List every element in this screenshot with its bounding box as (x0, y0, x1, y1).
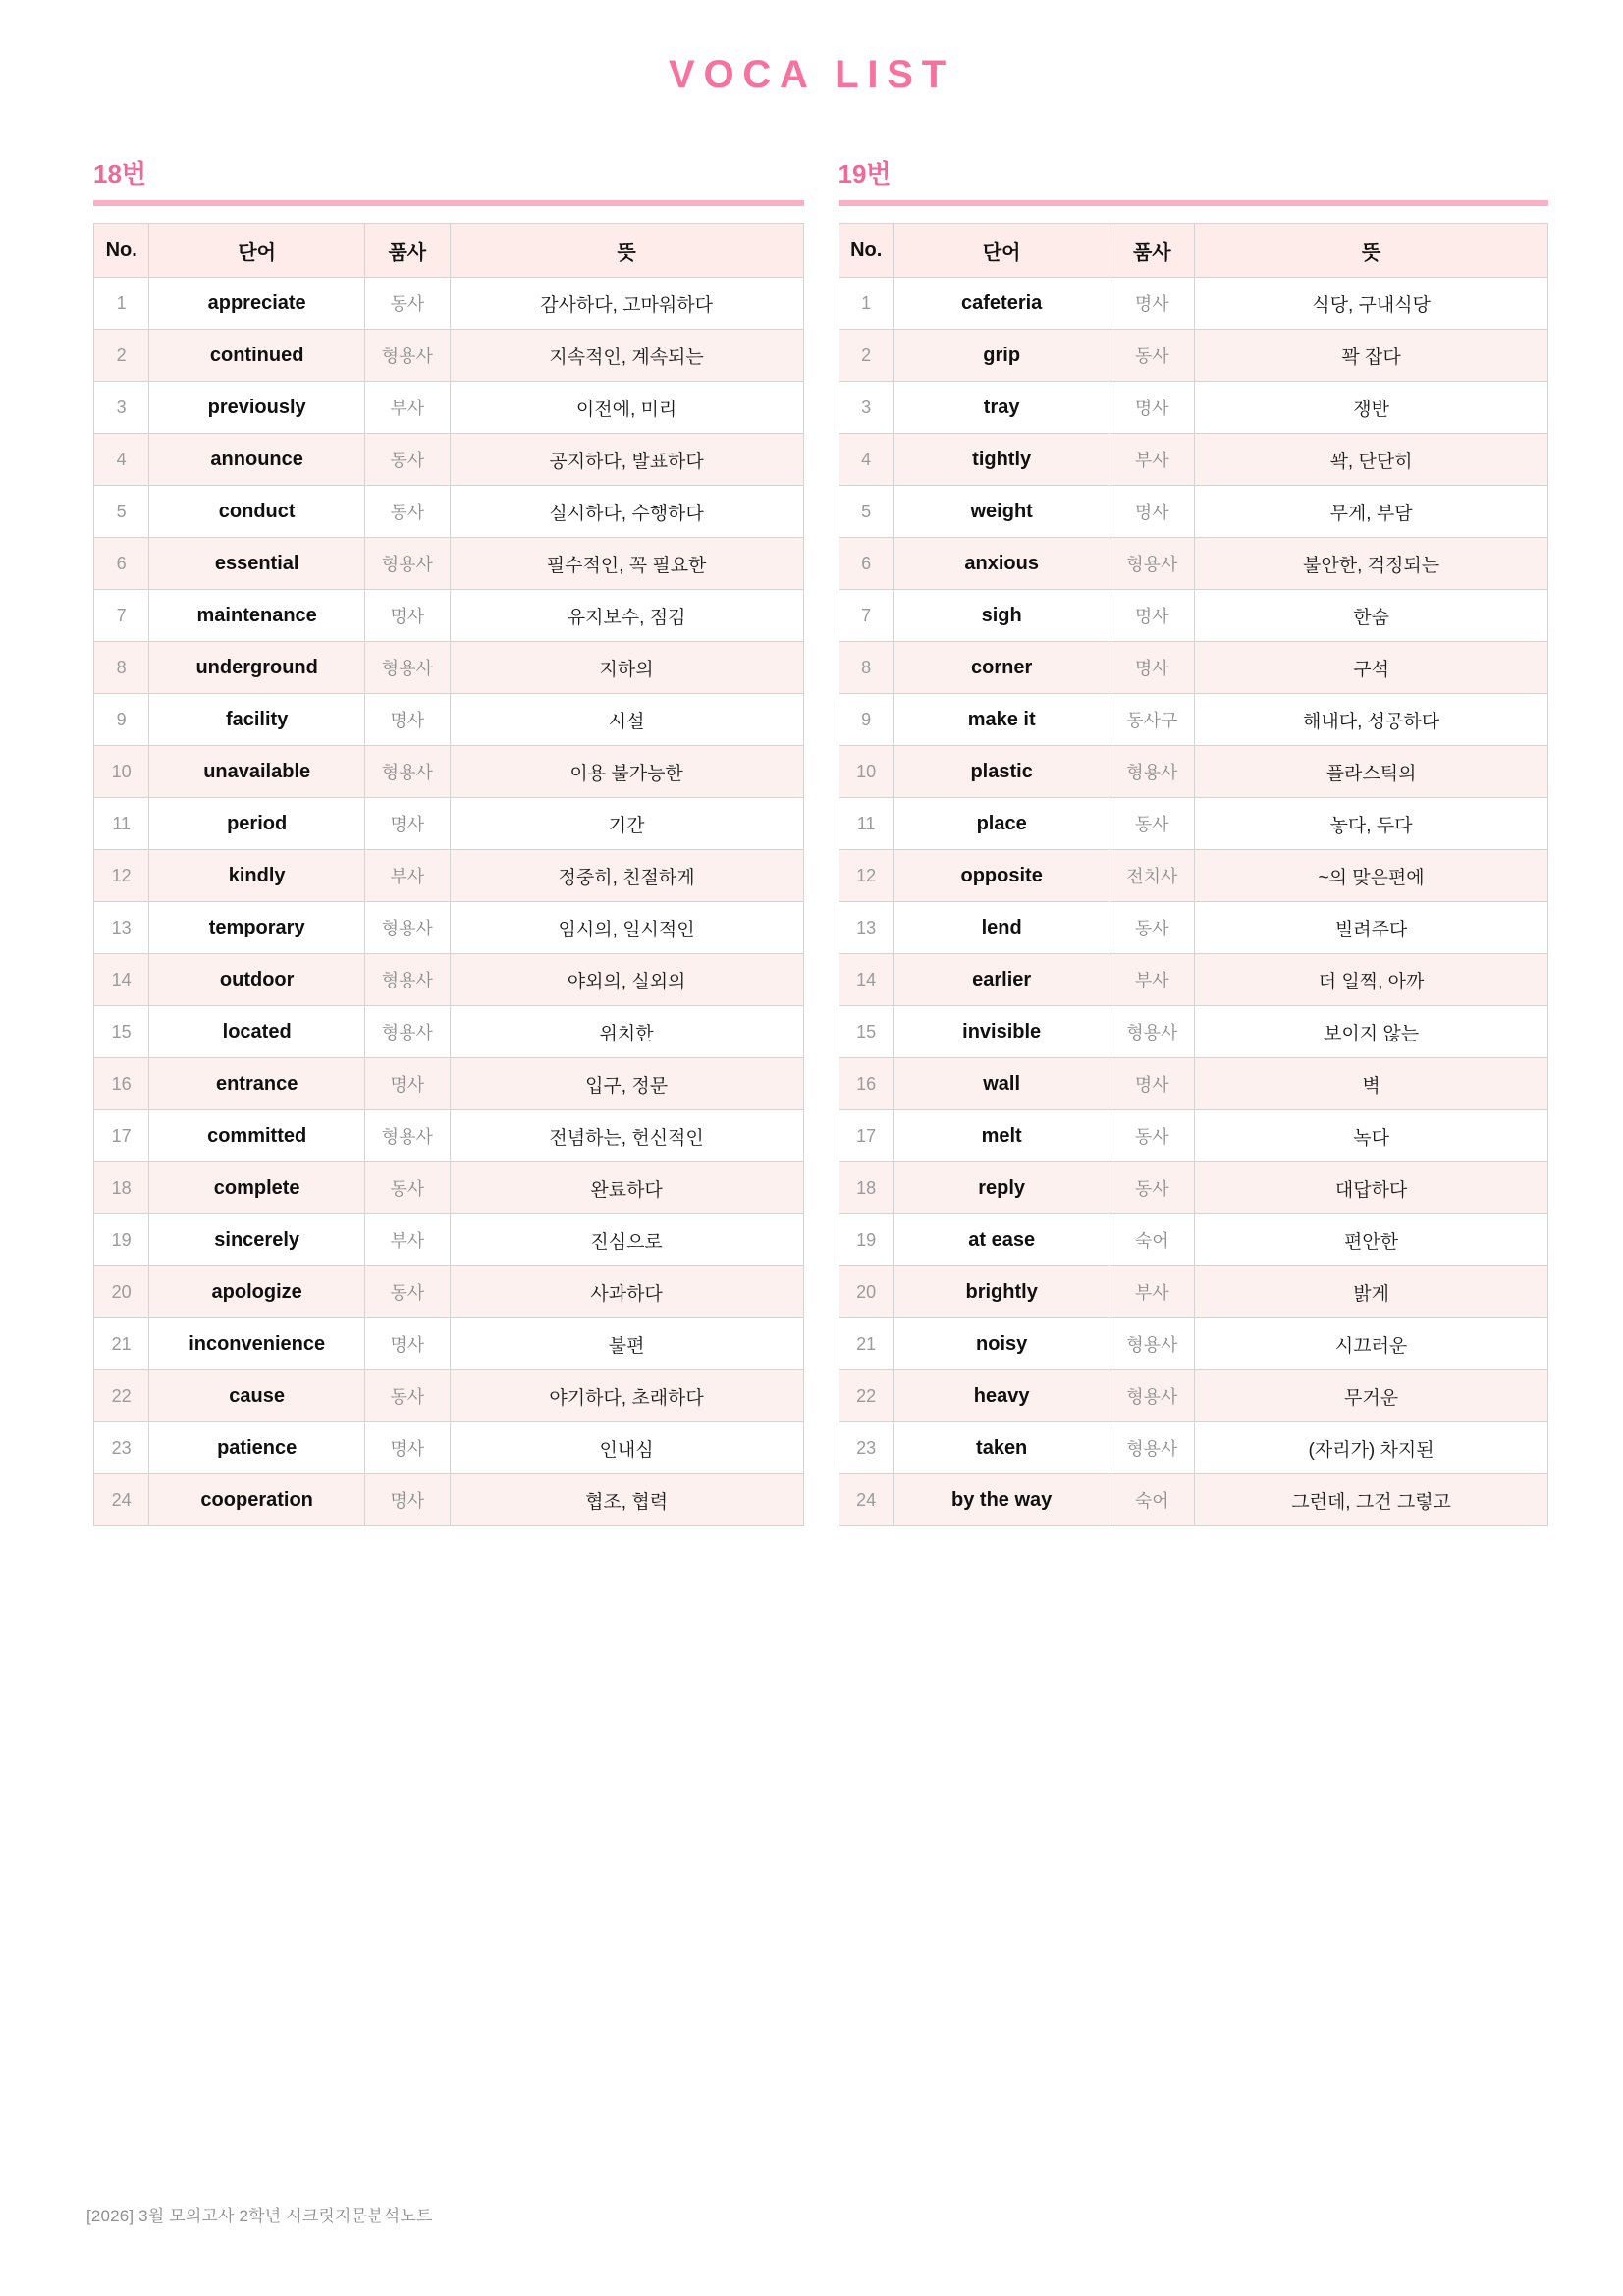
row-number-cell: 9 (94, 694, 149, 746)
meaning-cell: 야기하다, 초래하다 (450, 1370, 803, 1422)
row-number-cell: 19 (839, 1214, 893, 1266)
row-number-cell: 1 (839, 278, 893, 330)
row-number-cell: 3 (94, 382, 149, 434)
meaning-cell: 편안한 (1195, 1214, 1548, 1266)
row-number-cell: 18 (839, 1162, 893, 1214)
table-row (839, 798, 1548, 850)
row-number-cell: 17 (839, 1110, 893, 1162)
table-header-row (94, 224, 804, 278)
meaning-cell: 협조, 협력 (450, 1474, 803, 1526)
pos-cell: 동사 (364, 434, 450, 486)
table-row (839, 1006, 1548, 1058)
row-number-cell: 24 (839, 1474, 893, 1526)
word-cell: plastic (893, 746, 1109, 798)
table-row (839, 1162, 1548, 1214)
table-row (839, 538, 1548, 590)
word-cell: cooperation (149, 1474, 365, 1526)
row-number-cell: 11 (839, 798, 893, 850)
table-row (839, 850, 1548, 902)
meaning-cell: 구석 (1195, 642, 1548, 694)
pos-cell: 숙어 (1109, 1474, 1195, 1526)
table-row (94, 954, 804, 1006)
section-19 (839, 154, 1549, 1526)
pos-cell: 동사구 (1109, 694, 1195, 746)
meaning-cell: 벽 (1195, 1058, 1548, 1110)
row-number-cell: 5 (94, 486, 149, 538)
table-row (839, 746, 1548, 798)
row-number-cell: 14 (94, 954, 149, 1006)
meaning-cell: 입구, 정문 (450, 1058, 803, 1110)
column-header-word: 단어 (149, 224, 365, 278)
row-number-cell: 21 (94, 1318, 149, 1370)
table-row (839, 954, 1548, 1006)
word-cell: outdoor (149, 954, 365, 1006)
voca-table-18 (93, 223, 804, 1526)
row-number-cell: 19 (94, 1214, 149, 1266)
pos-cell: 형용사 (364, 1110, 450, 1162)
pos-cell: 동사 (364, 486, 450, 538)
row-number-cell: 4 (839, 434, 893, 486)
row-number-cell: 15 (839, 1006, 893, 1058)
pos-cell: 부사 (1109, 954, 1195, 1006)
meaning-cell: 쟁반 (1195, 382, 1548, 434)
word-cell: apologize (149, 1266, 365, 1318)
meaning-cell: 지하의 (450, 642, 803, 694)
word-cell: maintenance (149, 590, 365, 642)
pos-cell: 형용사 (364, 1006, 450, 1058)
pos-cell: 명사 (364, 1422, 450, 1474)
table-row (94, 538, 804, 590)
table-row (839, 382, 1548, 434)
word-cell: anxious (893, 538, 1109, 590)
table-row (839, 278, 1548, 330)
meaning-cell: 식당, 구내식당 (1195, 278, 1548, 330)
table-row (94, 1318, 804, 1370)
row-number-cell: 2 (94, 330, 149, 382)
pos-cell: 명사 (1109, 382, 1195, 434)
pos-cell: 명사 (364, 1474, 450, 1526)
row-number-cell: 11 (94, 798, 149, 850)
row-number-cell: 2 (839, 330, 893, 382)
pos-cell: 명사 (1109, 642, 1195, 694)
section-18-underline (93, 200, 804, 206)
pos-cell: 형용사 (364, 746, 450, 798)
row-number-cell: 20 (94, 1266, 149, 1318)
word-cell: at ease (893, 1214, 1109, 1266)
table-row (839, 694, 1548, 746)
pos-cell: 숙어 (1109, 1214, 1195, 1266)
pos-cell: 동사 (364, 278, 450, 330)
word-cell: conduct (149, 486, 365, 538)
table-row (839, 902, 1548, 954)
row-number-cell: 20 (839, 1266, 893, 1318)
table-row (839, 486, 1548, 538)
word-cell: located (149, 1006, 365, 1058)
table-row (94, 746, 804, 798)
word-cell: invisible (893, 1006, 1109, 1058)
word-cell: inconvenience (149, 1318, 365, 1370)
word-cell: essential (149, 538, 365, 590)
meaning-cell: 무게, 부담 (1195, 486, 1548, 538)
meaning-cell: 필수적인, 꼭 필요한 (450, 538, 803, 590)
table-row (94, 278, 804, 330)
pos-cell: 명사 (364, 1058, 450, 1110)
word-cell: previously (149, 382, 365, 434)
pos-cell: 형용사 (1109, 1318, 1195, 1370)
meaning-cell: 공지하다, 발표하다 (450, 434, 803, 486)
row-number-cell: 13 (94, 902, 149, 954)
table-row (94, 330, 804, 382)
pos-cell: 동사 (364, 1162, 450, 1214)
table-row (94, 1058, 804, 1110)
pos-cell: 형용사 (364, 954, 450, 1006)
meaning-cell: 빌려주다 (1195, 902, 1548, 954)
word-cell: tray (893, 382, 1109, 434)
pos-cell: 형용사 (364, 330, 450, 382)
row-number-cell: 16 (839, 1058, 893, 1110)
pos-cell: 동사 (1109, 902, 1195, 954)
column-header-pos: 품사 (1109, 224, 1195, 278)
row-number-cell: 3 (839, 382, 893, 434)
word-cell: grip (893, 330, 1109, 382)
pos-cell: 전치사 (1109, 850, 1195, 902)
word-cell: patience (149, 1422, 365, 1474)
pos-cell: 명사 (1109, 1058, 1195, 1110)
table-row (94, 1110, 804, 1162)
row-number-cell: 21 (839, 1318, 893, 1370)
table-row (839, 1318, 1548, 1370)
word-cell: cafeteria (893, 278, 1109, 330)
pos-cell: 부사 (364, 850, 450, 902)
table-row (94, 382, 804, 434)
word-cell: reply (893, 1162, 1109, 1214)
meaning-cell: 꽉, 단단히 (1195, 434, 1548, 486)
meaning-cell: 위치한 (450, 1006, 803, 1058)
meaning-cell: 시끄러운 (1195, 1318, 1548, 1370)
column-header-no: No. (94, 224, 149, 278)
meaning-cell: 그런데, 그건 그렇고 (1195, 1474, 1548, 1526)
table-row (94, 902, 804, 954)
meaning-cell: 기간 (450, 798, 803, 850)
row-number-cell: 7 (94, 590, 149, 642)
meaning-cell: 플라스틱의 (1195, 746, 1548, 798)
word-cell: opposite (893, 850, 1109, 902)
word-cell: facility (149, 694, 365, 746)
word-cell: appreciate (149, 278, 365, 330)
column-header-pos: 품사 (364, 224, 450, 278)
meaning-cell: 임시의, 일시적인 (450, 902, 803, 954)
meaning-cell: 이전에, 미리 (450, 382, 803, 434)
table-row (94, 1214, 804, 1266)
row-number-cell: 7 (839, 590, 893, 642)
pos-cell: 동사 (1109, 330, 1195, 382)
pos-cell: 형용사 (1109, 1370, 1195, 1422)
table-row (839, 1422, 1548, 1474)
meaning-cell: 보이지 않는 (1195, 1006, 1548, 1058)
meaning-cell: 시설 (450, 694, 803, 746)
table-row (839, 330, 1548, 382)
pos-cell: 부사 (364, 382, 450, 434)
pos-cell: 형용사 (364, 902, 450, 954)
pos-cell: 동사 (1109, 1110, 1195, 1162)
word-cell: heavy (893, 1370, 1109, 1422)
word-cell: entrance (149, 1058, 365, 1110)
word-cell: sigh (893, 590, 1109, 642)
pos-cell: 형용사 (1109, 746, 1195, 798)
row-number-cell: 6 (94, 538, 149, 590)
table-row (94, 642, 804, 694)
meaning-cell: ~의 맞은편에 (1195, 850, 1548, 902)
word-cell: underground (149, 642, 365, 694)
pos-cell: 부사 (364, 1214, 450, 1266)
row-number-cell: 15 (94, 1006, 149, 1058)
column-header-meaning: 뜻 (1195, 224, 1548, 278)
word-cell: unavailable (149, 746, 365, 798)
row-number-cell: 18 (94, 1162, 149, 1214)
table-row (94, 1162, 804, 1214)
row-number-cell: 12 (839, 850, 893, 902)
word-cell: complete (149, 1162, 365, 1214)
row-number-cell: 12 (94, 850, 149, 902)
meaning-cell: 유지보수, 점검 (450, 590, 803, 642)
pos-cell: 명사 (364, 590, 450, 642)
word-cell: announce (149, 434, 365, 486)
pos-cell: 동사 (364, 1370, 450, 1422)
table-row (94, 434, 804, 486)
section-18 (93, 154, 804, 1526)
row-number-cell: 17 (94, 1110, 149, 1162)
meaning-cell: 한숨 (1195, 590, 1548, 642)
meaning-cell: 놓다, 두다 (1195, 798, 1548, 850)
row-number-cell: 14 (839, 954, 893, 1006)
row-number-cell: 9 (839, 694, 893, 746)
table-row (94, 1422, 804, 1474)
row-number-cell: 8 (94, 642, 149, 694)
word-cell: brightly (893, 1266, 1109, 1318)
table-row (94, 1370, 804, 1422)
meaning-cell: 전념하는, 헌신적인 (450, 1110, 803, 1162)
table-row (94, 694, 804, 746)
row-number-cell: 4 (94, 434, 149, 486)
meaning-cell: 무거운 (1195, 1370, 1548, 1422)
pos-cell: 동사 (1109, 1162, 1195, 1214)
word-cell: lend (893, 902, 1109, 954)
word-cell: earlier (893, 954, 1109, 1006)
word-cell: tightly (893, 434, 1109, 486)
word-cell: wall (893, 1058, 1109, 1110)
row-number-cell: 24 (94, 1474, 149, 1526)
meaning-cell: 대답하다 (1195, 1162, 1548, 1214)
word-cell: committed (149, 1110, 365, 1162)
word-cell: make it (893, 694, 1109, 746)
table-row (839, 590, 1548, 642)
meaning-cell: 밝게 (1195, 1266, 1548, 1318)
pos-cell: 형용사 (364, 642, 450, 694)
word-cell: weight (893, 486, 1109, 538)
pos-cell: 부사 (1109, 1266, 1195, 1318)
pos-cell: 동사 (1109, 798, 1195, 850)
pos-cell: 형용사 (1109, 538, 1195, 590)
pos-cell: 명사 (364, 798, 450, 850)
row-number-cell: 5 (839, 486, 893, 538)
table-row (94, 798, 804, 850)
meaning-cell: 이용 불가능한 (450, 746, 803, 798)
meaning-cell: 불안한, 걱정되는 (1195, 538, 1548, 590)
word-cell: continued (149, 330, 365, 382)
pos-cell: 명사 (1109, 486, 1195, 538)
meaning-cell: 인내심 (450, 1422, 803, 1474)
word-cell: kindly (149, 850, 365, 902)
pos-cell: 부사 (1109, 434, 1195, 486)
meaning-cell: 지속적인, 계속되는 (450, 330, 803, 382)
table-row (94, 1006, 804, 1058)
row-number-cell: 22 (839, 1370, 893, 1422)
section-19-underline (839, 200, 1549, 206)
pos-cell: 동사 (364, 1266, 450, 1318)
row-number-cell: 23 (94, 1422, 149, 1474)
tables-container (0, 154, 1623, 1526)
page-title: VOCA LIST (668, 53, 955, 96)
section-19-label: 19번 (838, 159, 892, 188)
section-18-label: 18번 (93, 159, 147, 188)
pos-cell: 형용사 (1109, 1422, 1195, 1474)
meaning-cell: 녹다 (1195, 1110, 1548, 1162)
row-number-cell: 10 (839, 746, 893, 798)
table-row (839, 434, 1548, 486)
table-row (94, 590, 804, 642)
word-cell: period (149, 798, 365, 850)
word-cell: corner (893, 642, 1109, 694)
word-cell: sincerely (149, 1214, 365, 1266)
table-row (839, 1474, 1548, 1526)
table-row (839, 1214, 1548, 1266)
word-cell: by the way (893, 1474, 1109, 1526)
pos-cell: 명사 (364, 1318, 450, 1370)
row-number-cell: 13 (839, 902, 893, 954)
table-row (839, 1058, 1548, 1110)
table-row (94, 486, 804, 538)
table-row (94, 1474, 804, 1526)
pos-cell: 명사 (1109, 278, 1195, 330)
column-header-meaning: 뜻 (450, 224, 803, 278)
meaning-cell: 감사하다, 고마워하다 (450, 278, 803, 330)
row-number-cell: 22 (94, 1370, 149, 1422)
word-cell: taken (893, 1422, 1109, 1474)
meaning-cell: (자리가) 차지된 (1195, 1422, 1548, 1474)
pos-cell: 형용사 (1109, 1006, 1195, 1058)
meaning-cell: 불편 (450, 1318, 803, 1370)
word-cell: noisy (893, 1318, 1109, 1370)
row-number-cell: 23 (839, 1422, 893, 1474)
pos-cell: 명사 (364, 694, 450, 746)
meaning-cell: 해내다, 성공하다 (1195, 694, 1548, 746)
footer-note: [2026] 3월 모의고사 2학년 시크릿지문분석노트 (86, 2207, 433, 2225)
pos-cell: 형용사 (364, 538, 450, 590)
table-row (94, 850, 804, 902)
row-number-cell: 1 (94, 278, 149, 330)
meaning-cell: 더 일찍, 아까 (1195, 954, 1548, 1006)
meaning-cell: 완료하다 (450, 1162, 803, 1214)
pos-cell: 명사 (1109, 590, 1195, 642)
table-row (839, 642, 1548, 694)
row-number-cell: 6 (839, 538, 893, 590)
column-header-no: No. (839, 224, 893, 278)
table-row (839, 1110, 1548, 1162)
row-number-cell: 8 (839, 642, 893, 694)
table-row (94, 1266, 804, 1318)
meaning-cell: 진심으로 (450, 1214, 803, 1266)
voca-table-19 (839, 223, 1549, 1526)
table-row (839, 1266, 1548, 1318)
meaning-cell: 꽉 잡다 (1195, 330, 1548, 382)
word-cell: melt (893, 1110, 1109, 1162)
meaning-cell: 야외의, 실외의 (450, 954, 803, 1006)
word-cell: temporary (149, 902, 365, 954)
meaning-cell: 사과하다 (450, 1266, 803, 1318)
word-cell: place (893, 798, 1109, 850)
table-row (839, 1370, 1548, 1422)
table-header-row (839, 224, 1548, 278)
meaning-cell: 실시하다, 수행하다 (450, 486, 803, 538)
column-header-word: 단어 (893, 224, 1109, 278)
row-number-cell: 10 (94, 746, 149, 798)
row-number-cell: 16 (94, 1058, 149, 1110)
word-cell: cause (149, 1370, 365, 1422)
meaning-cell: 정중히, 친절하게 (450, 850, 803, 902)
